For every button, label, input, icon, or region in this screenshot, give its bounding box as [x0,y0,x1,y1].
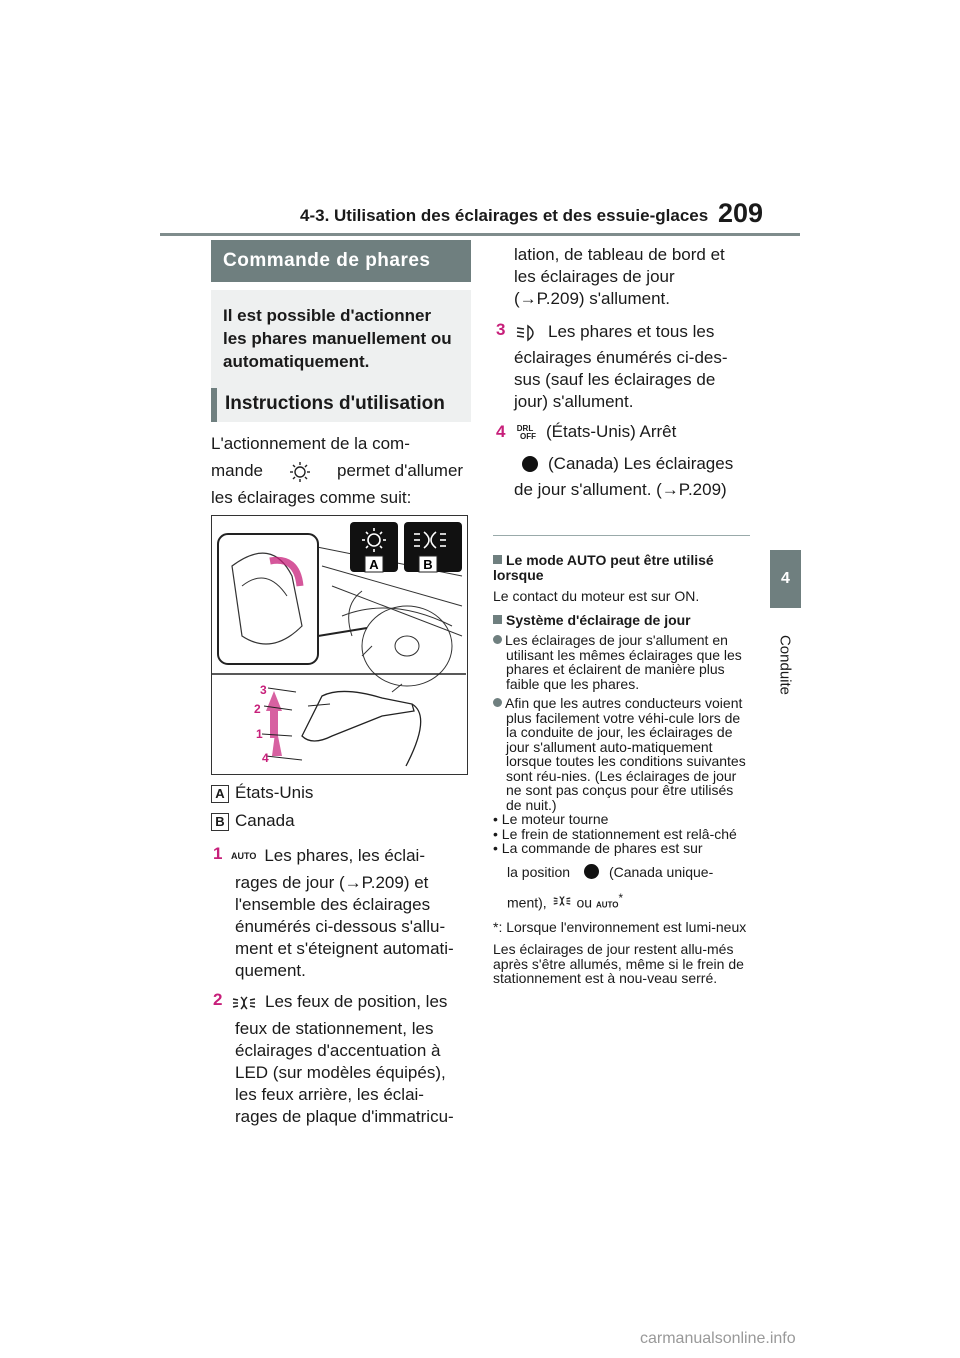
watermark[interactable]: carmanualsonline.info [640,1330,796,1347]
headlight-icon [514,324,540,342]
condition-3: • La commande de phares est sur [493,840,703,856]
illus-label-a: A [369,557,379,572]
item-1 [231,844,481,981]
bullet-2-text: Afin que les autres conducteurs voient plus facilement votre véhi-cule lors de la conduite de jour, les éclairages de jour s'allument auto-matiquement lorsque toutes les conditions suivantes sont réu-nies. (Les éclairages de jour ne sont pas conçus pour être utilisés de nuit.) [505,695,746,813]
condition-2: • Le frein de stationnement est relâ-ché [493,825,737,842]
item-4-line [514,420,764,452]
item-line: (→P.209) s'allument. [514,289,671,308]
note-2-title [493,613,750,628]
para-text: mande [211,461,263,480]
drl-icon [584,864,599,879]
item-2-rest [231,1017,481,1127]
item-3-line [514,320,764,346]
legend-a-text: États-Unis [235,783,314,802]
legend-b-text: Canada [235,811,295,830]
lever-pos-4: 4 [262,751,269,765]
para-line: les éclairages comme suit: [211,488,412,507]
condition-1: • Le moteur tourne [493,811,609,827]
item-line: éclairages d'accentuation à [235,1041,441,1060]
square-bullet-icon [493,615,502,624]
running-header: 4-3. Utilisation des éclairages et des essuie-glaces [300,206,709,225]
legend-b-box: B [211,813,229,831]
cond-text: la position [507,863,571,880]
item-line: rages de jour (→P.209) et [235,873,429,892]
item-1-rest [231,871,481,981]
auto-icon: AUTO [231,851,257,862]
intro-paragraph [211,432,471,509]
cond-text: ou [576,894,593,911]
item-3-text: Les phares et tous les [548,322,715,341]
para-line: L'actionnement de la com- [211,434,410,453]
page-number: 209 [718,198,764,228]
light-switch-icon [285,462,315,482]
legend-a [211,783,313,803]
drl-icon [522,456,538,472]
dot-bullet-icon [493,635,502,644]
cond-text: ment), [507,894,547,911]
lever-pos-2: 2 [254,702,261,716]
illus-label-b: B [423,557,433,572]
item-line: ment et s'éteignent automati- [235,939,454,958]
section-rule [493,535,750,536]
item-2-number: 2 [213,990,223,1009]
drl-text: DRL [516,423,534,433]
off-text: OFF [520,431,536,441]
item-1-text: Les phares, les éclai- [264,846,425,865]
bullet-2 [493,696,750,812]
note-1-title-text: Le mode AUTO peut être utilisé lorsque [493,552,714,583]
dot-bullet-icon [493,698,502,707]
sub-title: Instructions d'utilisation [211,388,471,422]
item-line: sus (sauf les éclairages de [514,370,716,389]
chapter-tab[interactable]: 4 [770,550,801,608]
item-line: jour) s'allument. [514,392,634,411]
item-line: LED (sur modèles équipés), [235,1063,446,1082]
illustration-drawing [212,516,466,773]
section-title: Commande de phares [211,240,471,282]
chapter-label-text: Conduite [776,634,794,696]
note-auto-mode [493,553,750,986]
item-3-number: 3 [496,320,506,339]
legend-a-box: A [211,785,229,803]
header-rule [160,233,800,236]
item-4-line2 [514,452,764,478]
condition-3-line3 [493,892,750,914]
item-4-text2: (Canada) Les éclairages [548,454,734,473]
item-line: feux de stationnement, les [235,1019,434,1038]
item-3-rest [514,346,764,412]
item-3 [514,320,764,412]
item-4-text3: de jour s'allument. (→P.209) [514,480,727,499]
cond-text: (Canada unique- [608,863,714,880]
position-lights-icon [551,895,573,907]
note-2-title-text: Système d'éclairage de jour [506,611,691,628]
item-line: les éclairages de jour [514,267,675,286]
para-text: permet d'allumer [336,461,464,480]
para-line [211,459,471,486]
item-2-line [231,990,481,1017]
bullet-1-text: Les éclairages de jour s'allument en utilisant les mêmes éclairages que les phares et éclairent de manière plus faible que les phares. [505,632,742,692]
item-4-number: 4 [496,422,506,441]
item-1-line [231,844,481,871]
item-2-text: Les feux de position, les [265,992,448,1011]
item-line: éclairages énumérés ci-des- [514,348,728,367]
intro-box: Il est possible d'actionner les phares manuellement ou automatiquement. [211,290,471,400]
item-1-number: 1 [213,844,223,863]
position-lights-icon [231,995,257,1011]
footnote-marker: * [618,891,624,905]
final-note: Les éclairages de jour restent allu-més après s'être allumés, même si le frein de stationnement est à nou-veau serré. [493,941,744,986]
item-line: lation, de tableau de bord et [514,245,725,264]
square-bullet-icon [493,555,502,564]
left-column [211,240,471,507]
note-1-text: Le contact du moteur est sur ON. [493,588,700,604]
item-line: les feux arrière, les éclai- [235,1085,424,1104]
item-4-text: (États-Unis) Arrêt [546,422,677,441]
item-2 [231,990,481,1127]
condition-3-line2 [493,864,750,886]
lever-pos-3: 3 [260,683,267,697]
legend-b [211,811,295,831]
headlight-switch-illustration [211,515,468,775]
footnote: *: Lorsque l'environnement est lumi-neux [493,918,747,935]
item-line: rages de plaque d'immatricu- [235,1107,454,1126]
item-line: énumérés ci-dessous s'allu- [235,917,446,936]
item-4 [514,420,764,502]
drl-off-icon [514,425,536,441]
bullet-1 [493,633,750,691]
chapter-label [760,620,810,710]
item-line: l'ensemble des éclairages [235,895,431,914]
auto-icon: AUTO [595,900,619,910]
lever-pos-1: 1 [256,727,263,741]
item-line: quement. [235,961,306,980]
note-1-title [493,553,750,582]
item-2-continued [514,243,764,309]
